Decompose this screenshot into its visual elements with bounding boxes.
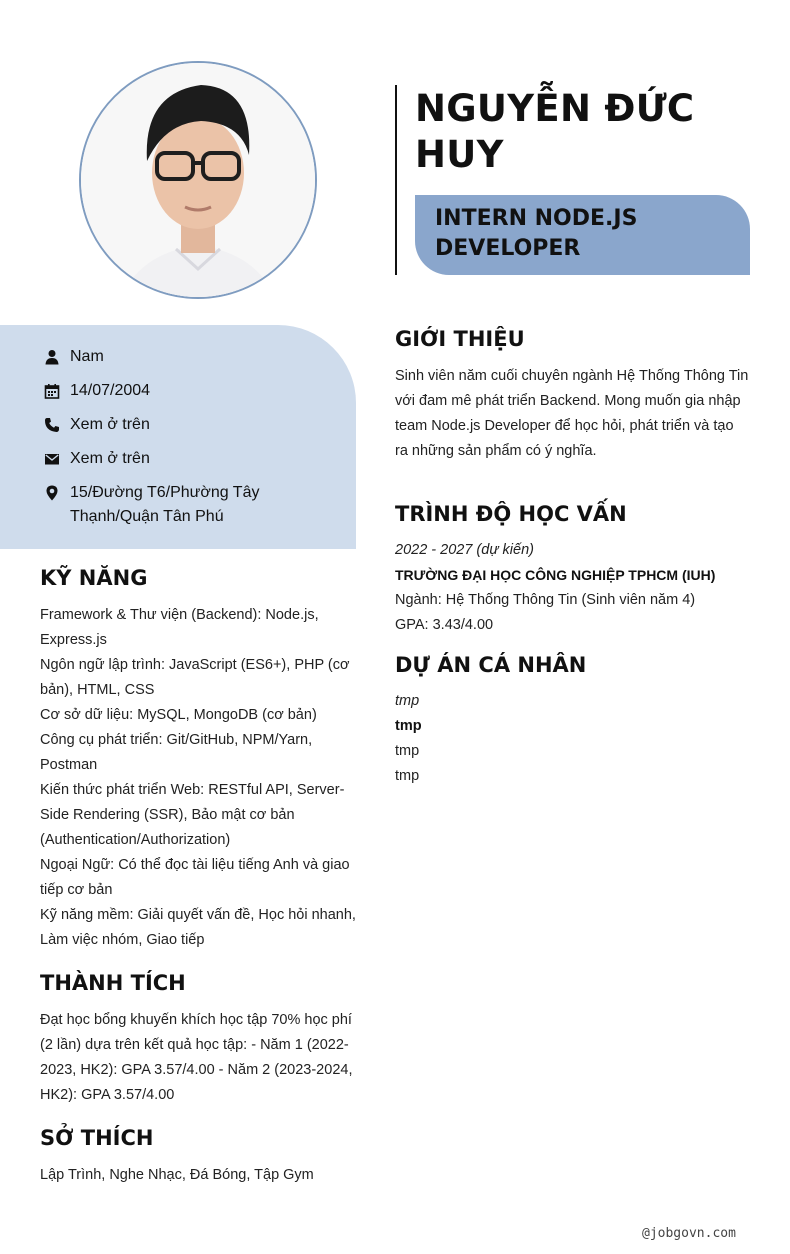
skills-list	[40, 603, 356, 953]
avatar	[79, 61, 317, 299]
education-entry	[395, 538, 750, 638]
phone-value: Xem ở trên	[70, 416, 150, 433]
about-text: Sinh viên năm cuối chuyên ngành Hệ Thống Thông Tin với đam mê phát triển Backend. Mong muốn gia nhập team Node.js Developer để học hỏi, phát triển và tạo ra những sản phẩm có ý nghĩa.	[395, 368, 749, 459]
gender-value: Nam	[70, 348, 104, 365]
about-heading: GIỚI THIỆU	[395, 327, 525, 351]
profile-photo	[81, 63, 315, 297]
school-name: TRƯỜNG ĐẠI HỌC CÔNG NGHIỆP TPHCM (IUH)	[395, 567, 716, 583]
location-pin-icon	[44, 481, 70, 529]
info-address	[44, 481, 310, 529]
skill-item: Kiến thức phát triển Web: RESTful API, Server-Side Rendering (SSR), Bảo mật cơ bản (Authentication/Authorization)	[40, 782, 345, 848]
project-line: tmp	[395, 693, 420, 709]
project-line: tmp	[395, 743, 420, 759]
person-icon	[44, 345, 70, 369]
skill-item: Kỹ năng mềm: Giải quyết vấn đề, Học hỏi nhanh, Làm việc nhóm, Giao tiếp	[40, 907, 356, 948]
email-value: Xem ở trên	[70, 450, 150, 467]
skill-item: Ngôn ngữ lập trình: JavaScript (ES6+), PHP (cơ bản), HTML, CSS	[40, 657, 350, 698]
hobbies-text: Lập Trình, Nghe Nhạc, Đá Bóng, Tập Gym	[40, 1167, 314, 1183]
info-dob	[44, 379, 310, 403]
job-title: INTERN NODE.JS DEVELOPER	[435, 206, 638, 261]
watermark: @jobgovn.com	[642, 1226, 736, 1241]
hobbies-heading: SỞ THÍCH	[40, 1126, 154, 1150]
achievements-heading: THÀNH TÍCH	[40, 971, 186, 995]
dob-value: 14/07/2004	[70, 382, 151, 399]
info-phone	[44, 413, 310, 437]
skill-item: Ngoại Ngữ: Có thể đọc tài liệu tiếng Anh và giao tiếp cơ bản	[40, 857, 350, 898]
skill-item: Công cụ phát triển: Git/GitHub, NPM/Yarn, Postman	[40, 732, 313, 773]
projects-heading: DỰ ÁN CÁ NHÂN	[395, 653, 587, 677]
header-divider	[395, 85, 397, 275]
skill-item: Framework & Thư viện (Backend): Node.js, Express.js	[40, 607, 319, 648]
phone-icon	[44, 413, 70, 437]
education-heading: TRÌNH ĐỘ HỌC VẤN	[395, 502, 627, 526]
education-period: 2022 - 2027 (dự kiến)	[395, 542, 534, 558]
calendar-icon	[44, 379, 70, 403]
project-entry	[395, 689, 750, 789]
email-icon	[44, 447, 70, 471]
skills-heading: KỸ NĂNG	[40, 566, 148, 590]
full-name: NGUYỄN ĐỨC HUY	[415, 87, 695, 176]
info-gender	[44, 345, 310, 369]
education-gpa: GPA: 3.43/4.00	[395, 617, 494, 633]
info-email	[44, 447, 310, 471]
project-line: tmp	[395, 768, 420, 784]
address-value: 15/Đường T6/Phường Tây Thạnh/Quận Tân Phú	[70, 484, 260, 525]
skill-item: Cơ sở dữ liệu: MySQL, MongoDB (cơ bản)	[40, 707, 317, 723]
education-major: Ngành: Hệ Thống Thông Tin (Sinh viên năm 4)	[395, 592, 696, 608]
achievements-text: Đạt học bổng khuyến khích học tập 70% học phí (2 lần) dựa trên kết quả học tập: - Năm 1 (2022-2023, HK2): GPA 3.57/4.00 - Năm 2 (2023-2024, HK2): GPA 3.57/4.00	[40, 1012, 353, 1103]
project-line: tmp	[395, 718, 422, 734]
